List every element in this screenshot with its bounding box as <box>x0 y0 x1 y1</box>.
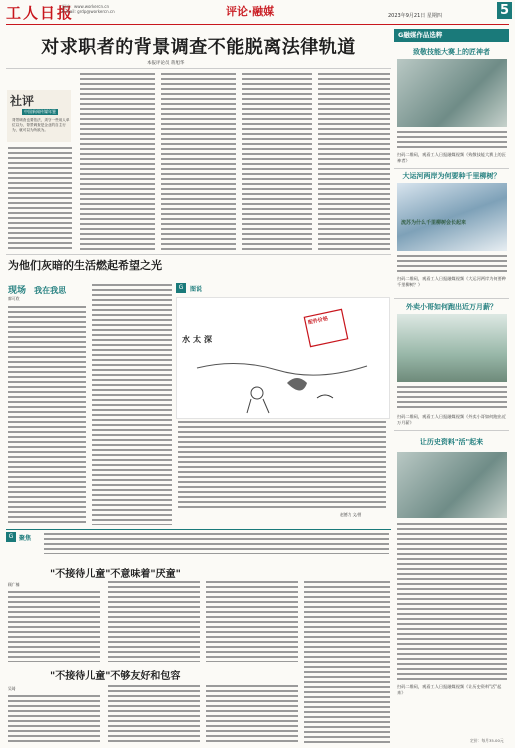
headline-rule <box>6 68 391 69</box>
bottom-text-1a <box>8 590 100 662</box>
dateline: 2023年9月21日 星期四 <box>388 13 442 19</box>
column-text-1 <box>8 305 86 525</box>
sidebar-rule-3 <box>394 430 509 431</box>
column-rule <box>6 254 391 255</box>
comment-text: 背景调查也要依法，须守一些用人单位以为，背景调查是企业的自主行为，就可以为所欲为。 <box>12 118 70 132</box>
article-col-1 <box>8 146 72 250</box>
column-text-2 <box>92 283 172 525</box>
column-tag-say: 我在我思 <box>34 286 67 295</box>
sidebar-link-1[interactable]: 扫码二维码，观看工人日报融媒视频《致敬技能大赛上的匠神者》 <box>397 152 506 163</box>
bottom-label: 聚焦 <box>19 535 32 542</box>
bottom-intro-text <box>44 532 389 554</box>
site-info <box>62 4 115 14</box>
sidebar-item1-title: 致敬技能大赛上的匠神者 <box>413 48 490 56</box>
bottom-author-1: 顾广楠 <box>8 582 20 587</box>
column-tag-now: 现场 <box>8 286 27 296</box>
bottom-rule <box>6 529 391 530</box>
bottom-text-col4 <box>304 580 390 744</box>
main-byline: 本报评论员 蒋旭华 <box>147 61 185 66</box>
column-tag <box>8 278 78 296</box>
comment-sub: 中国新闻传媒年鉴 <box>24 109 56 114</box>
site-email: E-mail: grdp@workercn.cn <box>62 9 115 14</box>
bottom-headline-2: "不接待儿童"不够友好和包容 <box>50 671 181 682</box>
cartoon-label-icon: G <box>176 283 186 293</box>
sidebar-photo-3 <box>397 314 507 382</box>
sidebar-photo-2-caption: 流苏为什么千里柳树会长起来 <box>401 220 467 226</box>
sidebar-rule-1 <box>394 168 509 169</box>
sidebar-item2-title: 大运河两岸为何要种千里柳树？ <box>402 172 501 180</box>
sidebar-link-2[interactable]: 扫码二维码，观看工人日报融媒视频《大运河两岸为何要种千里柳树？》 <box>397 276 506 287</box>
newspaper-logo: 工人日报 <box>6 4 75 22</box>
article-col-4 <box>242 72 312 250</box>
sidebar-text-3 <box>397 385 507 411</box>
bottom-headline-1: "不接待儿童"不意味着"厌童" <box>50 569 181 580</box>
bottom-text-1c <box>206 580 298 662</box>
sidebar-link-4[interactable]: 扫码二维码，观看工人日报融媒视频《让历史资料"活"起来》 <box>397 684 502 695</box>
bottom-text-2b <box>108 684 200 744</box>
sidebar-photo-2 <box>397 183 507 251</box>
sidebar-text-4 <box>397 522 507 682</box>
article-col-2 <box>80 72 155 250</box>
cartoon-title: 水太深 <box>182 334 215 344</box>
cartoon-label: 图说 <box>190 286 203 293</box>
main-headline: 对求职者的背景调查不能脱离法律轨道 <box>41 37 356 58</box>
header-rule <box>6 24 509 25</box>
bottom-text-1b <box>108 580 200 662</box>
column-headline: 为他们灰暗的生活燃起希望之光 <box>8 259 162 272</box>
cartoon-sign: 配件价格 <box>307 315 329 327</box>
sidebar-photo-4 <box>397 452 507 518</box>
cartoon-frame <box>176 297 390 419</box>
article-col-3 <box>161 72 236 250</box>
bottom-text-2c <box>206 684 298 744</box>
article-col-5 <box>318 72 390 250</box>
sidebar-text-2 <box>397 254 507 274</box>
comment-logo: 社评 <box>10 94 35 108</box>
site-url: 网站：www.workercn.cn <box>62 4 110 9</box>
footer-price: 定价：每月35.00元 <box>470 738 504 743</box>
column-author: 廖可欣 <box>8 296 20 301</box>
sidebar-text-1 <box>397 130 507 150</box>
cartoon-caption-text <box>178 420 386 510</box>
sidebar <box>394 29 509 42</box>
sidebar-item3-title: 外卖小哥如何跑出近万月薪？ <box>406 303 497 311</box>
sidebar-item4-title: 让历史资料"活"起来 <box>419 438 484 446</box>
bottom-author-2: 吴琦 <box>8 686 16 691</box>
sidebar-photo-1 <box>397 59 507 127</box>
cartoon-illustration <box>177 298 389 418</box>
section-title: 评论·融媒 <box>226 5 275 18</box>
bottom-label-icon: G <box>6 532 16 542</box>
sidebar-link-3[interactable]: 扫码二维码，观看工人日报融媒视频《外卖小哥如何跑出近万月薪》 <box>397 414 506 425</box>
cartoon-credit: 赵德力 文/图 <box>340 512 362 517</box>
page-number: 5 <box>497 2 512 19</box>
bottom-text-2a <box>8 694 100 744</box>
sidebar-header: G融媒作品选粹 <box>394 29 509 42</box>
sidebar-rule-2 <box>394 298 509 299</box>
